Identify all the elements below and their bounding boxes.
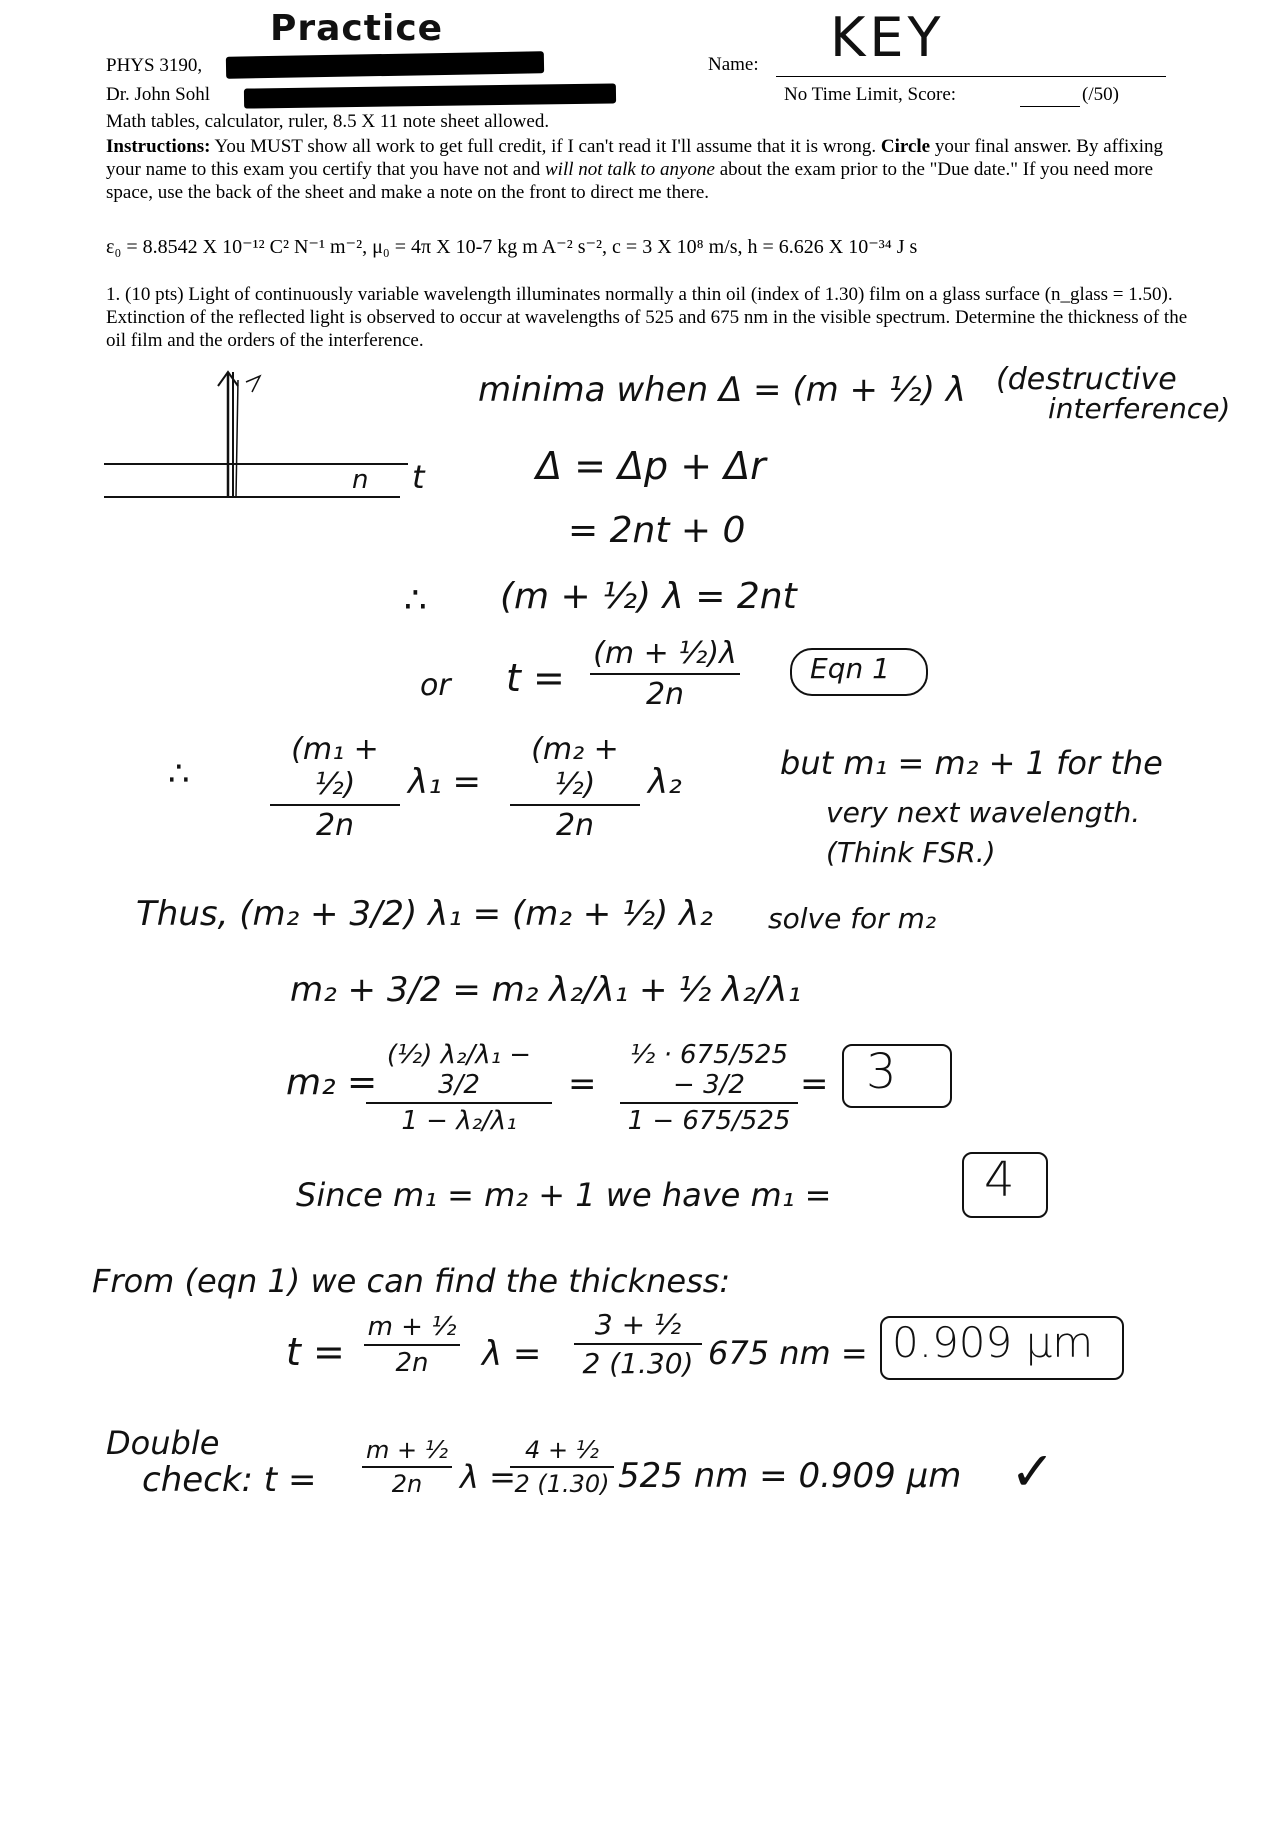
fraction-bar (364, 1344, 460, 1346)
fraction-bar (270, 804, 400, 806)
score-total: (/50) (1082, 84, 1119, 105)
instructions-circle: Circle (880, 136, 931, 157)
m2-answer: 3 (866, 1044, 897, 1100)
instructions-text: about the exam prior to the "Due date." If you need more space, use the back of the sheet and make a note on the front to direct me there. (106, 158, 1154, 203)
check-order-fraction (362, 1436, 452, 1498)
fraction-numerator: (m₂ + ½) (531, 732, 619, 802)
or-word: or (420, 668, 451, 703)
fraction-denominator: 1 − λ₂/λ₁ (401, 1106, 517, 1136)
diagram-thickness-label: t (412, 458, 425, 496)
ratio-left-fraction (270, 732, 400, 843)
m2-numeric-fraction (620, 1040, 798, 1136)
fraction-numerator: m + ½ (365, 1436, 448, 1464)
double-check-label: Double (106, 1424, 220, 1462)
fsr-note: (Think FSR.) (826, 836, 996, 869)
name-underline (776, 76, 1166, 77)
instructor-label: Dr. John Sohl (106, 84, 210, 105)
lambda1-equals: λ₁ = (408, 762, 482, 802)
fraction-bar (620, 1102, 798, 1104)
thickness-numeric-fraction (574, 1308, 702, 1380)
lambda2-label: λ₂ (648, 762, 682, 802)
destructive-note: interference) (1048, 392, 1231, 425)
fraction-denominator: 2n (315, 808, 355, 843)
fraction-denominator: 2n (555, 808, 595, 843)
therefore-symbol: ∴ (404, 580, 427, 621)
fraction-denominator: 2n (391, 1470, 423, 1498)
equals-sign: = (800, 1064, 829, 1104)
order-relation-note: very next wavelength. (826, 796, 1141, 829)
instructions-label: Instructions: (106, 136, 211, 157)
minima-condition: minima when Δ = (m + ½) λ (478, 370, 966, 410)
m1-relation: Since m₁ = m₂ + 1 we have m₁ = (296, 1176, 832, 1214)
m2-symbolic-fraction (366, 1040, 552, 1136)
instructions (106, 136, 1186, 204)
course-label: PHYS 3190, (106, 55, 203, 76)
interference-condition: (m + ½) λ = 2nt (500, 576, 797, 617)
redaction-bar (244, 83, 616, 108)
instructions-text: your final answer. By affixing your name to this exam you certify that you have not and (106, 136, 1164, 180)
thickness-label: t = (286, 1330, 345, 1374)
fraction-numerator: (m₁ + ½) (291, 732, 379, 802)
score-underline (1020, 106, 1080, 107)
fraction-denominator: 2n (645, 677, 685, 712)
fraction-denominator: 2 (1.30) (514, 1470, 610, 1498)
instructions-text: You MUST show all work to get full credit, if I can't read it I'll assume that it is wrong. (210, 136, 881, 157)
fraction-bar (366, 1102, 552, 1104)
m1-answer: 4 (984, 1152, 1015, 1208)
fraction-bar (362, 1466, 452, 1468)
thickness-intro: From (eqn 1) we can find the thickness: (92, 1262, 731, 1300)
checkmark-icon: ✓ (1010, 1440, 1056, 1503)
name-label: Name: (708, 54, 759, 75)
redaction-bar (226, 51, 544, 79)
thickness-answer: 0.909 μm (892, 1318, 1094, 1367)
m2-label: m₂ = (286, 1062, 378, 1103)
fraction-bar (510, 1466, 614, 1468)
thickness-order-fraction (364, 1312, 460, 1378)
ratio-right-fraction (510, 732, 640, 843)
thickness-fraction (590, 636, 740, 712)
eqn1-label: Eqn 1 (810, 652, 890, 685)
fraction-bar (574, 1343, 702, 1345)
fraction-bar (590, 673, 740, 675)
check-numeric-fraction (510, 1436, 614, 1498)
fraction-numerator: m + ½ (367, 1312, 457, 1342)
instructions-italic: will not talk to anyone (545, 158, 715, 180)
lambda-equals: λ = (460, 1458, 516, 1496)
destructive-note: (destructive (996, 362, 1177, 397)
thus-equation: Thus, (m₂ + 3/2) λ₁ = (m₂ + ½) λ₂ (136, 894, 713, 934)
practice-title: Practice (270, 8, 444, 49)
fraction-numerator: (m + ½)λ (593, 636, 737, 671)
allowed-materials: Math tables, calculator, ruler, 8.5 X 11 note sheet allowed. (106, 111, 550, 132)
order-relation: but m₁ = m₂ + 1 for the (780, 744, 1163, 782)
equals-sign: = (568, 1064, 597, 1104)
name-value: KEY (830, 6, 945, 69)
fraction-numerator: (½) λ₂/λ₁ − 3/2 (386, 1040, 532, 1100)
solve-step: m₂ + 3/2 = m₂ λ₂/λ₁ + ½ λ₂/λ₁ (290, 970, 802, 1010)
fraction-bar (510, 804, 640, 806)
double-check-eq: check: t = (142, 1460, 317, 1500)
fraction-denominator: 1 − 675/525 (627, 1106, 791, 1136)
lambda-equals: λ = (482, 1334, 542, 1374)
time-score-label: No Time Limit, Score: (784, 84, 957, 105)
therefore-symbol: ∴ (168, 754, 190, 794)
solve-note: solve for m₂ (768, 902, 937, 935)
check-result: 525 nm = 0.909 μm (618, 1456, 962, 1496)
problem-text: 1. (10 pts) Light of continuously variable wavelength illuminates normally a thin oil (index of 1.30) film on a glass surface (n_glass = 1.50). Extinction of the reflected light is observed to occur at wavelengths of 525 and 675 nm in the visible spectrum. Determine the thickness of the oil film and the orders of the interference. (106, 284, 1188, 351)
fraction-denominator: 2 (1.30) (582, 1347, 694, 1380)
thickness-wavelength: 675 nm = (708, 1334, 868, 1372)
fraction-numerator: 4 + ½ (525, 1436, 599, 1464)
constants-line: ε₀ = 8.8542 X 10⁻¹² C² N⁻¹ m⁻², μ₀ = 4π X 10-7 kg m A⁻² s⁻², c = 3 X 10⁸ m/s, h = 6.626 X 10⁻³⁴ J s (106, 236, 918, 258)
fraction-denominator: 2n (395, 1348, 429, 1378)
m2-answer-box (842, 1044, 952, 1108)
diagram-index-label: n (352, 465, 369, 495)
fraction-numerator: 3 + ½ (594, 1308, 682, 1341)
path-difference: Δ = Δp + Δr (536, 444, 766, 488)
fraction-numerator: ½ · 675/525 − 3/2 (629, 1040, 788, 1100)
thickness-eq-label: t = (506, 656, 565, 700)
path-difference-value: = 2nt + 0 (568, 510, 746, 551)
